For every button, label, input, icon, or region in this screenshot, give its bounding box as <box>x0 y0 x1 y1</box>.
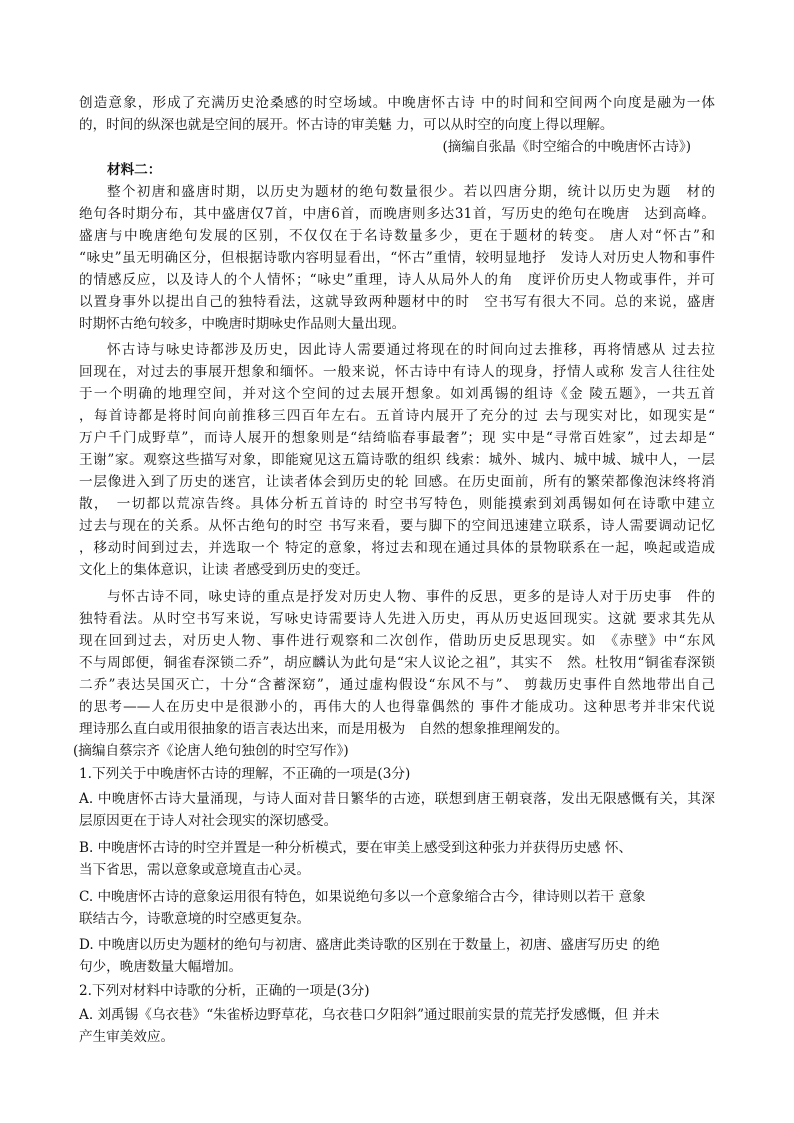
question-stem: 1.下列关于中晚唐怀古诗的理解，不正确的一项是(3分) <box>79 766 411 782</box>
text-line: ，移动时间到过去，并选取一个 特定的意象，将过去和现在通过具体的景物联系在一起，唤起或造成 <box>79 540 715 556</box>
text-line: A. 刘禹锡《乌衣巷》“朱雀桥边野草花，乌衣巷口夕阳斜”通过眼前实景的荒芜抒发感慨，但 并未 <box>79 1007 660 1023</box>
text-line: 句少，晚唐数量大幅增加。 <box>79 959 243 975</box>
text-line: ，每首诗都是将时间向前推移三四百年左右。五首诗内展开了充分的过 去与现实对比，如现实是“ <box>79 408 715 424</box>
text-line: 文化上的集体意识，让读 者感受到历史的变迁。 <box>79 562 369 578</box>
text-line: 绝句各时期分布，其中盛唐仅7首，中唐6首，而晚唐则多达31首，写历史的绝句在晚唐 达到高峰。 <box>79 206 715 222</box>
text-line: 联结古今，诗歌意境的时空感更复杂。 <box>79 911 311 927</box>
text-line: 时期怀古绝句较多，中晚唐时期咏史作品则大量出现。 <box>79 316 406 332</box>
text-line: 王谢”家。观察这些描写对象，即能窥见这五篇诗歌的组织 线索：城外、城内、城中城、城中人，一层 <box>79 452 715 468</box>
text-line: 的情感反应，以及诗人的个人情怀；“咏史”重理，诗人从局外人的角 度评价历史人物或事件，并可 <box>79 272 715 288</box>
section-heading: 材料二： <box>107 162 162 178</box>
text-line: B. 中晚唐怀古诗的时空并置是一种分析模式，要在审美上感受到这种张力并获得历史感 怀、 <box>79 840 633 856</box>
text-line: 现在回到过去，对历史人物、事件进行观察和二次创作，借助历史反思现实。如 《赤壁》中“东风 <box>79 633 715 649</box>
source-citation: (摘编自张晶《时空缩合的中晚唐怀古诗》) <box>442 139 691 155</box>
text-line: 二乔”表达吴国灭亡，十分“含蓄深窈”，通过虚构假设“东风不与”、 剪裁历史事件自然地带出自己 <box>79 677 715 693</box>
text-line: 独特看法。从时空书写来说，写咏史诗需要诗人先进入历史，再从历史返回现实。这就 要求其先从 <box>79 611 715 627</box>
text-line: 创造意象，形成了充满历史沧桑感的时空场域。中晚唐怀古诗 中的时间和空间两个向度是融为一体 <box>79 95 715 111</box>
text-line: 怀古诗与咏史诗都涉及历史，因此诗人需要通过将现在的时间向过去推移，再将情感从 过去拉 <box>107 342 715 358</box>
text-line: 不与周郎便，铜雀春深锁二乔”，胡应麟认为此句是“宋人议论之祖”，其实不 然。杜牧用“铜雀春深锁 <box>79 655 715 671</box>
text-line: 整个初唐和盛唐时期，以历史为题材的绝句数量很少。若以四唐分期，统计以历史为题 材的 <box>107 184 715 200</box>
source-citation: (摘编自蔡宗齐《论唐人绝句独创的时空写作》) <box>73 743 349 759</box>
text-line: 产生审美效应。 <box>79 1029 175 1045</box>
text-line: 于一个明确的地理空间，并对这个空间的过去展开想象。如刘禹锡的组诗《金 陵五题》，一共五首 <box>79 386 715 402</box>
text-line: A. 中晚唐怀古诗大量涌现，与诗人面对昔日繁华的古迹，联想到唐王朝衰落，发出无限感慨有关，其深 <box>79 791 715 807</box>
text-line: 万户千门成野草”，而诗人展开的想象则是“结绮临春事最奢”；现 实中是“寻常百姓家”，过去却是“ <box>79 430 715 446</box>
text-line: 的思考——人在历史中是很渺小的，再伟大的人也得靠偶然的 事件才能成功。这种思考并非宋代说 <box>79 699 715 715</box>
text-line: 散， 一切都以荒凉告终。具体分析五首诗的 时空书写特色，则能摸索到刘禹锡如何在诗歌中建立 <box>79 496 715 512</box>
text-line: 当下省思，需以意象或意境直击心灵。 <box>79 862 311 878</box>
text-line: 过去与现在的关系。从怀古绝句的时空 书写来看，要与脚下的空间迅速建立联系，诗人需要调动记忆 <box>79 518 715 534</box>
text-line: 的，时间的纵深也就是空间的展开。怀古诗的审美魅 力，可以从时空的向度上得以理解。 <box>79 117 614 133</box>
text-line: D. 中晚唐以历史为题材的绝句与初唐、盛唐此类诗歌的区别在于数量上，初唐、盛唐写历史 的绝 <box>79 937 660 953</box>
text-line: 理诗那么直白或用很抽象的语言表达出来，而是用极为 自然的想象推理阐发的。 <box>79 721 569 737</box>
text-line: 层原因更在于诗人对社会现实的深切感受。 <box>79 813 338 829</box>
text-line: 一层像进入到了历史的迷宫，让读者体会到历史的轮 回感。在历史面前，所有的繁荣都像泡沫终将消 <box>79 474 715 490</box>
text-line: 与怀古诗不同，咏史诗的重点是抒发对历史人物、事件的反思，更多的是诗人对于历史事 件的 <box>107 589 715 605</box>
text-line: C. 中晚唐怀古诗的意象运用很有特色，如果说绝句多以一个意象缩合古今，律诗则以若干 意象 <box>79 889 646 905</box>
text-line: 回现在，对过去的事展开想象和缅怀。一般来说，怀古诗中有诗人的现身，抒情人或称 发言人往往处 <box>79 364 715 380</box>
text-line: 以置身事外以提出自己的独特看法，这就导致两种题材中的时 空书写有很大不同。总的来说，盛唐 <box>79 294 715 310</box>
text-line: “咏史”虽无明确区分，但根据诗歌内容明显看出，“怀古”重情，较明显地抒 发诗人对历史人物和事件 <box>79 250 715 266</box>
text-line: 盛唐与中晚唐绝句发展的区别，不仅仅在于名诗数量多少，更在于题材的转变。 唐人对“怀古”和 <box>79 228 715 244</box>
question-stem: 2.下列对材料中诗歌的分析，正确的一项是(3分) <box>79 983 370 999</box>
